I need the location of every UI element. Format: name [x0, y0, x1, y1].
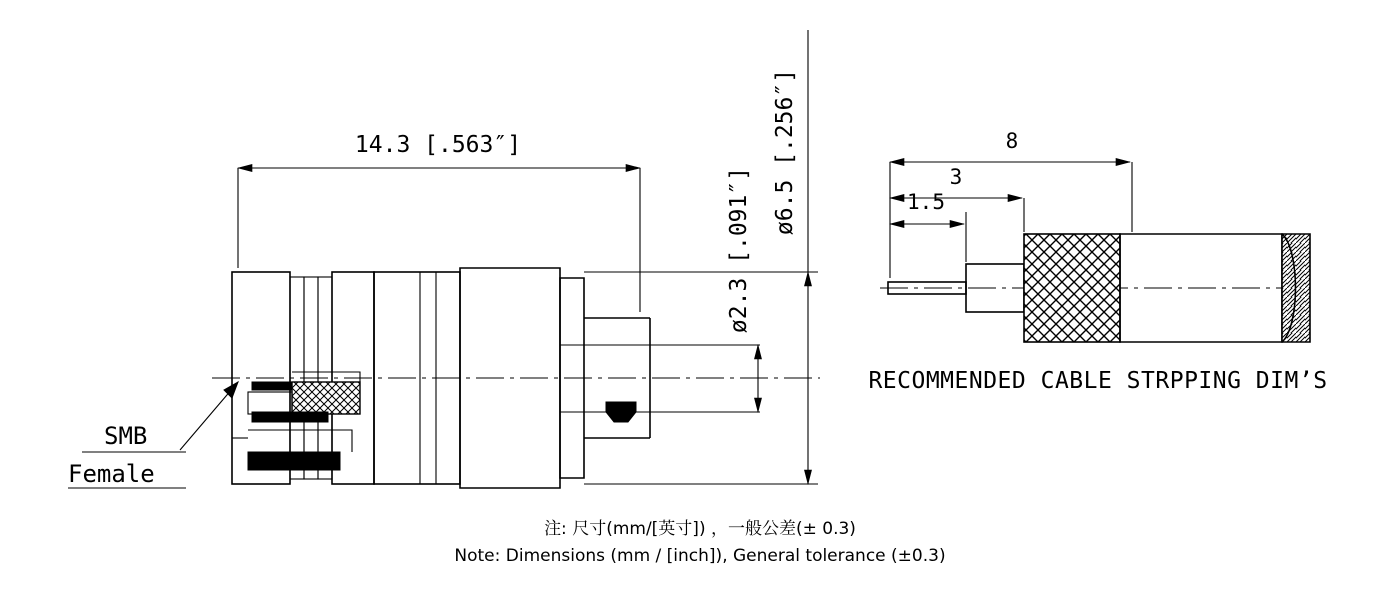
cable-stripping-caption: RECOMMENDED CABLE STRPPING DIM’S [868, 368, 1328, 394]
dim-dia65-text: ø6.5 [.256″] [772, 68, 798, 236]
insulator-top-edge [292, 372, 360, 382]
smb-label-line2: Female [68, 460, 155, 488]
dim-overall-length-text: 14.3 [.563″] [354, 132, 522, 158]
inner-cavity [248, 392, 292, 414]
section-step-line [248, 430, 352, 452]
insulator-hatch [292, 382, 360, 414]
dim-8-text: 8 [1005, 129, 1019, 153]
note-english: Note: Dimensions (mm / [inch]), General tolerance (±0.3) [454, 546, 946, 566]
cable-stripping-view [868, 129, 1327, 394]
dim-15-text: 1.5 [907, 190, 945, 214]
connector-side-view [68, 30, 820, 488]
dim-3-text: 3 [949, 165, 963, 189]
inner-contact-detail [606, 402, 636, 422]
section-hatch-lower [248, 452, 340, 470]
inner-contact-upper [252, 382, 292, 390]
smb-label-line1: SMB [104, 422, 148, 450]
braid-shield [1024, 234, 1120, 342]
note-chinese: 注: 尺寸(mm/[英寸]) ，一般公差(± 0.3) [544, 519, 856, 539]
dim-dia23-text: ø2.3 [.091″] [726, 166, 752, 334]
